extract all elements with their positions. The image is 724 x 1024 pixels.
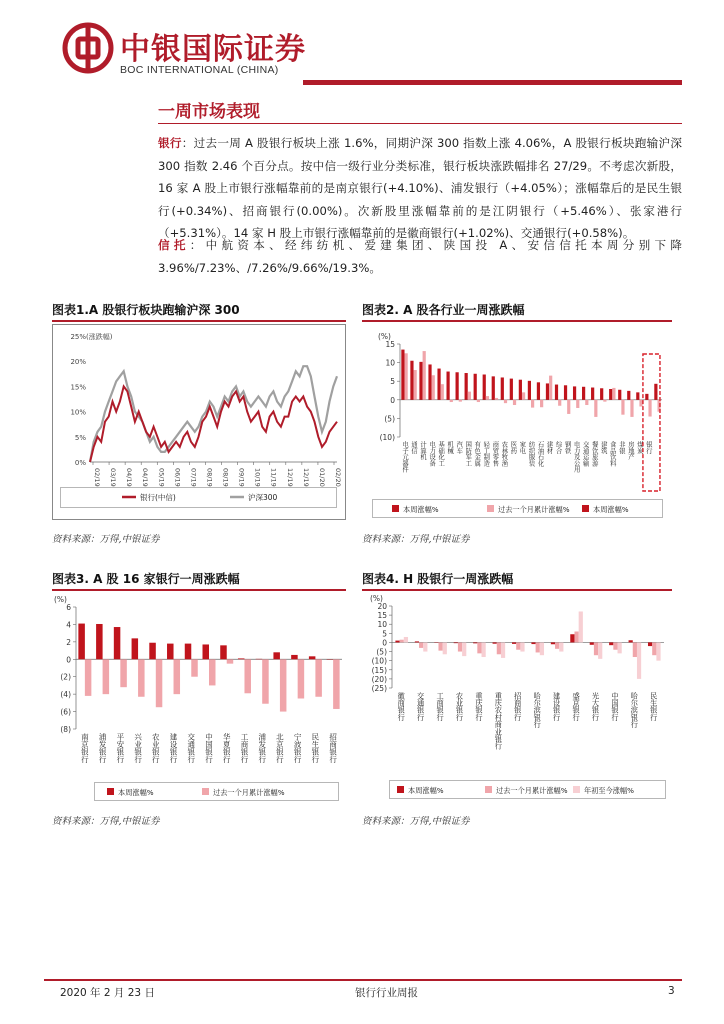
fig4-bar [570, 634, 574, 642]
fig4-category-label: 民生银行 [649, 692, 659, 721]
fig3-bar [262, 659, 269, 703]
fig2-bar [618, 390, 621, 400]
fig4-source: 资料来源：万得,中银证券 [362, 816, 470, 827]
fig3-ytick: (6) [60, 707, 71, 717]
fig4-bar [477, 642, 481, 653]
fig4-bar [648, 642, 652, 646]
fig1-xtick: 01/20 [317, 468, 326, 487]
fig2-category-label: 建筑 [599, 441, 607, 454]
fig2-category-label: 家电 [518, 441, 526, 454]
fig2-bar [636, 392, 639, 399]
fig3-bar [333, 659, 340, 709]
para-bank-lead: 银行 [158, 136, 182, 150]
fig4-legend-label: 年初至今涨幅% [584, 786, 634, 795]
fig3-bar [298, 659, 305, 698]
fig4-category-label: 招商银行 [513, 692, 523, 721]
fig4-bar [540, 642, 544, 655]
logo-cn: 中银国际证券 [120, 32, 306, 67]
fig4-bar [531, 642, 535, 644]
fig3-legend-label: 过去一个月累计涨幅% [213, 788, 285, 797]
fig4-category-label: 重庆银行 [474, 692, 484, 721]
fig4-legend-swatch [485, 786, 492, 793]
fig4-chart [362, 592, 672, 804]
fig4-category-label: 中国银行 [610, 692, 620, 721]
fig2-category-label: 机械 [446, 441, 454, 454]
fig1-xtick: 02/19 [93, 468, 101, 487]
fig2-category-label: 煤炭 [635, 441, 643, 454]
fig2-category-label: 农林牧渔 [500, 441, 508, 467]
fig3-ytick: 4 [66, 620, 71, 630]
fig3-bar [114, 627, 121, 659]
fig3-category-label: 浦发银行 [257, 733, 267, 763]
fig2-category-label: 电力设备 [428, 441, 436, 467]
fig3-rule [52, 589, 346, 591]
fig4-ytick: 10 [377, 620, 387, 630]
fig3-ytick: 2 [66, 637, 71, 647]
fig2-bar [474, 374, 477, 400]
fig2-bar [510, 379, 513, 400]
fig3-legend-label: 本周涨幅% [118, 788, 154, 797]
fig2-category-label: 有色金属 [473, 441, 481, 467]
fig3-bar [185, 644, 192, 660]
fig2-legend-swatch [487, 505, 494, 512]
fig4-bar [438, 642, 442, 650]
fig2-bar [573, 386, 576, 399]
fig3-ylabel: (%) [54, 595, 67, 604]
fig4-ytick: 0 [382, 638, 387, 648]
fig4-bar [594, 642, 598, 655]
fig3-category-label: 农业银行 [151, 733, 161, 763]
para-trust-lead: 信托 [158, 238, 190, 252]
para-bank-text: ：过去一周 A 股银行板块上涨 1.6%，同期沪深 300 指数上涨 4.06%，A 股银行板块跑输沪深 300 指数 2.46 个百分点。按中信一级行业分类标准，银行板块涨跌幅排名 27/29。不考虑次新股，16 家 A 股上市银行涨幅靠前的是南京银行(+4.10%)、浦发银行（+4.05%）；涨幅靠后的是民生银行(+0.34%)、招商银行(0.00%)。次新股里涨幅靠前的是江阴银行（+5.46%）、张家港行（+5.31%）。14 家 H 股上市银行涨幅靠前的是徽商银行(+1.02%)、交通银行(+0.58%)。 [158, 136, 682, 240]
fig2-bar [477, 400, 480, 402]
para-bank [158, 132, 682, 245]
fig3-bar [291, 655, 298, 659]
fig3-bar [191, 659, 198, 676]
footer-page: 3 [668, 985, 675, 997]
fig2-bar [414, 370, 417, 400]
fig2-bar [522, 392, 525, 399]
fig2-bar [504, 400, 507, 403]
fig2-legend-label: 本周涨幅% [403, 505, 439, 514]
fig2-category-label: 电子元器件 [401, 441, 409, 473]
header-rule [303, 80, 682, 85]
fig4-bar [458, 642, 462, 651]
fig2-category-label: 通信 [410, 441, 418, 454]
fig2-chart [362, 324, 672, 520]
fig1-xtick: 12/19 [301, 468, 310, 487]
fig2-bar [558, 400, 561, 406]
fig2-category-label: 房地产 [626, 441, 634, 460]
fig2-bar [519, 380, 522, 400]
fig3-category-label: 中国银行 [204, 733, 214, 763]
fig3-category-label: 北京银行 [275, 733, 285, 763]
fig4-ytick: (20) [371, 674, 387, 684]
fig3-category-label: 建设银行 [169, 733, 179, 763]
fig4-bar [512, 642, 516, 643]
fig3-bar [85, 659, 92, 696]
fig3-category-label: 兴业银行 [133, 733, 143, 763]
fig2-ytick: 15 [385, 340, 395, 349]
fig3-bar [203, 644, 210, 659]
fig1-xtick: 03/19 [109, 468, 118, 487]
fig2-title: 图表2. A 股各行业一周涨跌幅 [362, 303, 525, 317]
fig2-bar [630, 400, 633, 417]
fig3-category-label: 宁波银行 [293, 733, 303, 763]
fig4-ylabel: (%) [370, 594, 383, 603]
fig2-ytick: 5 [390, 377, 395, 387]
fig3-bar [209, 659, 216, 685]
fig4-category-label: 建设银行 [552, 692, 562, 721]
fig3-category-label: 南京银行 [80, 733, 90, 763]
fig2-bar [531, 400, 534, 408]
fig1-xtick: 09/19 [237, 468, 246, 487]
fig3-bar [220, 645, 227, 659]
fig2-category-label: 食品饮料 [608, 441, 616, 467]
fig4-bar [419, 642, 423, 647]
fig2-bar [600, 388, 603, 400]
fig4-ytick: (5) [376, 647, 387, 657]
fig4-bar [497, 642, 501, 654]
fig4-bar [415, 641, 419, 642]
fig1-source: 资料来源：万得,中银证券 [52, 534, 160, 545]
fig2-legend-swatch [582, 505, 589, 512]
fig3-bar [167, 644, 174, 660]
fig2-bar [567, 400, 570, 414]
fig2-source: 资料来源：万得,中银证券 [362, 534, 470, 545]
fig1-xtick: 05/19 [157, 468, 166, 487]
fig4-bar [551, 642, 555, 644]
fig2-bar [546, 383, 549, 399]
fig1-xtick: 07/19 [189, 468, 198, 487]
fig2-bar [564, 385, 567, 400]
fig2-bar [576, 400, 579, 408]
fig4-rule [362, 589, 672, 591]
fig4-bar [652, 642, 656, 655]
fig3-legend-swatch [107, 788, 114, 795]
fig3-category-label: 平安银行 [115, 733, 125, 763]
fig4-bar [520, 642, 524, 651]
section-title-rule [158, 123, 682, 124]
fig2-category-label: 基础化工 [437, 441, 445, 467]
section-title: 一周市场表现 [158, 102, 260, 122]
fig1-ytick: 15% [70, 383, 86, 392]
fig3-bar [132, 638, 139, 659]
fig4-category-label: 哈尔滨银行 [533, 692, 543, 728]
para-trust-text: ：中航资本、经纬纺机、爱建集团、陕国投 A、安信信托本周分别下降 3.96%/7.23%、/7.26%/9.66%/19.3%。 [158, 238, 682, 275]
fig2-category-label: 轻工制造 [482, 441, 490, 467]
fig3-category-label: 交通银行 [186, 733, 196, 763]
fig3-bar [138, 659, 145, 696]
fig3-bar [120, 659, 127, 687]
fig2-bar [645, 394, 648, 400]
fig4-bar [633, 642, 637, 657]
fig2-bar [423, 351, 426, 400]
fig2-bar [492, 376, 495, 399]
fig2-bar [537, 382, 540, 399]
fig4-legend-swatch [573, 786, 580, 793]
fig2-bar [459, 400, 462, 402]
fig2-bar [410, 361, 413, 400]
fig2-bar [483, 375, 486, 400]
fig4-category-label: 盛京银行 [572, 692, 582, 721]
fig2-ylabel: (%) [378, 332, 391, 341]
fig2-ytick: (5) [384, 414, 395, 424]
fig2-category-label: 综合 [554, 441, 562, 454]
fig2-bar [446, 372, 449, 400]
fig2-category-label: 钢铁 [563, 441, 571, 454]
fig2-bar [555, 385, 558, 400]
fig4-bar [454, 642, 458, 643]
fig4-category-label: 农业银行 [455, 692, 465, 721]
fig2-bar [621, 400, 624, 415]
fig4-bar [613, 642, 617, 649]
footer-rule [44, 979, 682, 981]
fig2-legend-swatch [392, 505, 399, 512]
logo-en: BOC INTERNATIONAL (CHINA) [120, 64, 279, 76]
fig3-category-label: 招商银行 [328, 733, 338, 763]
footer-date: 2020 年 2 月 23 日 [60, 987, 155, 999]
fig4-category-label: 交通银行 [416, 692, 426, 721]
fig2-bar [612, 388, 615, 400]
fig1-xtick: 08/19 [205, 468, 214, 487]
fig1-rule [52, 320, 346, 322]
fig2-bar [585, 400, 588, 405]
fig3-category-label: 华夏银行 [222, 733, 232, 763]
fig2-bar [501, 377, 504, 399]
fig1-title: 图表1.A 股银行板块跑输沪深 300 [52, 303, 240, 317]
fig2-rule [362, 320, 672, 322]
fig1-xtick: 06/19 [173, 468, 182, 487]
fig1-xtick: 08/19 [221, 468, 230, 487]
fig4-bar [395, 641, 399, 643]
fig2-category-label: 计算机 [419, 441, 427, 460]
fig4-bar [618, 642, 622, 653]
fig2-ytick: 0 [390, 395, 395, 405]
fig2-bar [582, 387, 585, 400]
fig2-bar [432, 375, 435, 400]
fig3-category-label: 民生银行 [310, 733, 320, 763]
fig1-xtick: 12/19 [285, 468, 294, 487]
fig3-bar [156, 659, 163, 707]
fig2-bar [648, 400, 651, 417]
fig2-bar [405, 353, 408, 400]
fig4-bar [536, 642, 540, 652]
fig2-legend-label: 过去一个月累计涨幅% [498, 505, 570, 514]
fig1-legend-label: 银行(中信) [140, 493, 176, 502]
fig4-category-label: 光大银行 [591, 692, 601, 721]
para-trust [158, 234, 682, 279]
fig4-bar [579, 611, 583, 642]
fig2-bar [594, 400, 597, 417]
fig4-category-label: 哈尔滨银行 [630, 692, 640, 728]
fig2-category-label: 商贸零售 [491, 441, 499, 467]
fig2-bar [437, 369, 440, 400]
fig1-series-line [90, 386, 337, 462]
fig1-legend-frame [61, 488, 337, 508]
fig4-category-label: 徽商银行 [397, 692, 407, 721]
fig3-bar [96, 624, 103, 659]
fig3-bar [78, 624, 85, 660]
fig2-category-label: 电力及公用 [572, 441, 580, 473]
fig3-bar [244, 659, 251, 693]
fig3-ytick: (8) [60, 725, 71, 734]
fig3-category-label: 浦发银行 [98, 733, 108, 763]
fig1-chart [52, 324, 346, 520]
fig1-xtick: 10/19 [253, 468, 262, 487]
fig2-category-label: 建材 [545, 441, 553, 454]
fig1-ytick: 5% [74, 433, 86, 442]
fig2-bar [654, 384, 657, 400]
fig2-bar [465, 373, 468, 400]
fig2-category-label: 银行 [644, 441, 652, 454]
fig4-title: 图表4. H 股银行一周涨跌幅 [362, 572, 514, 586]
fig4-bar [423, 642, 427, 651]
fig2-ytick: 10 [385, 358, 395, 368]
fig4-bar [443, 642, 447, 654]
fig4-bar [462, 642, 466, 656]
fig2-highlight-box [643, 354, 660, 491]
fig4-legend-swatch [397, 786, 404, 793]
fig4-bar [493, 642, 497, 643]
fig2-bar [513, 400, 516, 405]
fig1-xtick: 04/19 [125, 468, 134, 487]
fig4-category-label: 工商银行 [436, 692, 446, 721]
boc-logo-icon [62, 22, 114, 74]
fig1-xtick: 02/20 [334, 468, 342, 487]
footer-title: 银行行业周报 [355, 987, 418, 999]
fig4-ytick: (10) [371, 656, 387, 666]
fig2-bar [401, 350, 404, 400]
fig3-ytick: 6 [66, 603, 71, 612]
fig2-bar [450, 400, 453, 402]
fig3-bar [309, 656, 316, 659]
fig4-bar [473, 642, 477, 643]
fig4-ytick: 15 [377, 611, 387, 621]
fig3-bar [103, 659, 110, 694]
fig4-ytick: 5 [382, 629, 387, 639]
fig2-bar [528, 381, 531, 400]
fig4-bar [637, 642, 641, 678]
fig2-category-label: 交通运输 [581, 441, 589, 467]
fig3-bar [238, 658, 245, 659]
fig3-ytick: 0 [66, 655, 71, 665]
fig2-bar [441, 384, 444, 400]
fig3-bar [174, 659, 181, 694]
fig3-bar [149, 643, 156, 660]
fig3-ytick: (4) [60, 690, 71, 700]
fig4-legend-label: 过去一个月累计涨幅% [496, 786, 568, 795]
fig2-bar [495, 398, 498, 400]
fig3-bar [315, 659, 322, 696]
fig2-bar [456, 372, 459, 400]
fig2-legend-label: 本周涨幅% [593, 505, 629, 514]
fig1-legend-label: 沪深300 [248, 493, 278, 502]
fig1-ytick: 0% [74, 459, 86, 467]
fig2-category-label: 汽车 [455, 441, 463, 454]
fig2-category-label: 餐饮旅游 [590, 441, 598, 467]
fig4-bar [574, 632, 578, 643]
fig4-bar [482, 642, 486, 657]
fig2-category-label: 非银 [617, 441, 625, 454]
fig3-ytick: (2) [60, 672, 71, 682]
fig2-bar [591, 388, 594, 400]
fig2-category-label: 石油石化 [536, 441, 544, 467]
fig4-bar [590, 642, 594, 644]
fig2-bar [486, 396, 489, 400]
fig1-ylabel: (涨跌幅) [86, 333, 113, 341]
fig4-bar [598, 642, 602, 658]
header [0, 0, 724, 90]
fig3-bar [273, 652, 280, 659]
fig2-bar [627, 391, 630, 400]
fig3-legend-swatch [202, 788, 209, 795]
fig4-bar [609, 642, 613, 645]
fig3-bar [227, 659, 234, 663]
fig1-ytick: 25% [70, 333, 86, 341]
fig4-bar [516, 642, 520, 649]
fig4-legend-label: 本周涨幅% [408, 786, 444, 795]
fig3-source: 资料来源：万得,中银证券 [52, 816, 160, 827]
fig3-title: 图表3. A 股 16 家银行一周涨跌幅 [52, 572, 240, 586]
fig2-bar [468, 392, 471, 400]
fig2-bar [428, 364, 431, 399]
fig2-bar [603, 400, 606, 402]
fig2-category-label: 医药 [509, 441, 517, 454]
fig4-ytick: (15) [371, 665, 387, 675]
fig4-bar [559, 642, 563, 651]
fig4-category-label: 重庆农村商业银行 [494, 692, 504, 750]
fig2-bar [609, 389, 612, 400]
fig1-ytick: 10% [70, 408, 86, 417]
fig1-frame [53, 325, 346, 520]
fig2-bar [419, 362, 422, 400]
fig4-bar [629, 640, 633, 642]
fig4-bar [400, 640, 404, 643]
fig3-chart [52, 592, 346, 804]
fig3-category-label: 工商银行 [239, 733, 249, 763]
fig2-bar [549, 376, 552, 400]
fig2-bar [540, 400, 543, 407]
fig4-bar [404, 637, 408, 642]
fig4-ytick: (25) [371, 684, 387, 693]
fig4-bar [501, 642, 505, 657]
fig2-ytick: (10) [379, 433, 395, 442]
fig4-bar [656, 642, 660, 660]
fig1-xtick: 11/19 [269, 468, 278, 487]
fig1-xtick: 04/19 [141, 468, 150, 487]
fig4-ytick: 20 [377, 602, 387, 611]
fig2-category-label: 国防军工 [464, 441, 472, 467]
fig4-bar [555, 642, 559, 648]
fig3-bar [280, 659, 287, 711]
fig2-bar [639, 400, 642, 407]
fig1-ytick: 20% [70, 358, 86, 367]
fig2-category-label: 纺织服装 [527, 441, 535, 467]
